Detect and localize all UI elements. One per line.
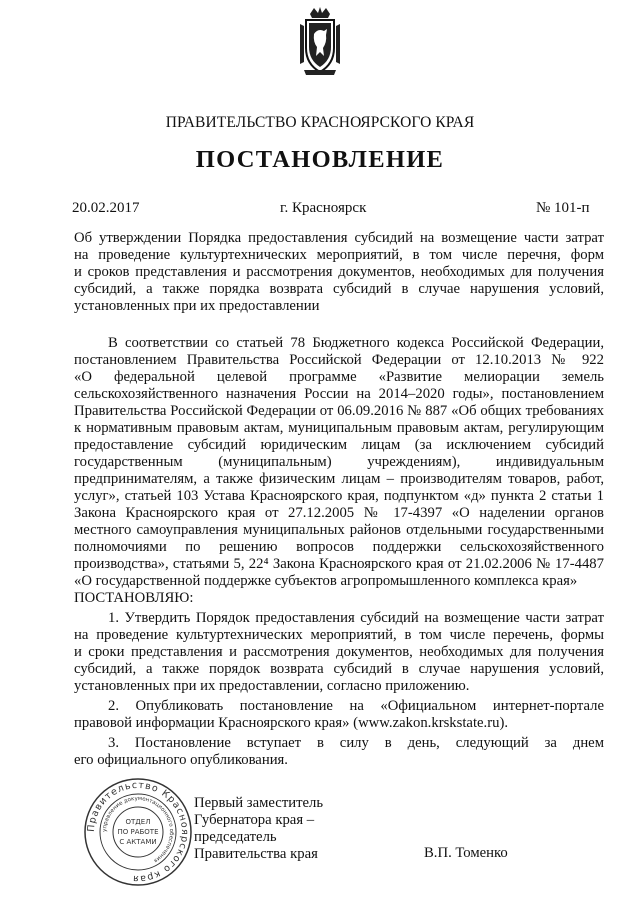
- stamp-outer-text: Правительство Красноярского края: [85, 779, 191, 885]
- body-line: Правительства Российской Федерации от 06.09.2016 № 887 «Об общих требованиях: [74, 403, 604, 419]
- document-date: 20.02.2017: [72, 200, 140, 216]
- body-line: «О государственной поддержке субъектов агропромышленного комплекса края»: [74, 573, 578, 589]
- subject-line: Об утверждении Порядка предоставления субсидий на возмещение части затрат: [74, 230, 604, 246]
- body-line: правовой информации Красноярского края» (www.zakon.krskstate.ru).: [74, 715, 509, 731]
- body-line: предоставление субсидий юридическим лицам (за исключением субсидий: [74, 437, 604, 453]
- body-line: производства», статьями 5, 22⁴ Закона Красноярского края от 21.02.2006 № 17-4487: [74, 556, 604, 572]
- signer-position-line: Правительства края: [194, 846, 318, 862]
- signer-position-line: председатель: [194, 829, 277, 845]
- stamp-center-line: ПО РАБОТЕ: [117, 828, 159, 836]
- body-line: предпринимателям, а также физическим лицам – производителям товаров, работ,: [74, 471, 604, 487]
- body-line: субсидий, а также порядок возврата субсидий в случае нарушения условий,: [74, 661, 604, 677]
- signer-name: В.П. Томенко: [424, 845, 508, 861]
- subject-line: субсидий, а также порядка возврата субсидий в случае нарушения условий,: [74, 281, 604, 297]
- body-line: к нормативным правовым актам, муниципальным правовым актам, регулирующим: [74, 420, 604, 436]
- document-city: г. Красноярск: [280, 200, 367, 216]
- signer-position-line: Губернатора края –: [194, 812, 315, 828]
- body-line: установленных при их предоставлении, согласно приложению.: [74, 678, 470, 694]
- subject-line: и сроков представления и рассмотрения документов, необходимых для получения: [74, 264, 604, 280]
- body-line: сельскохозяйственного назначения России на 2014–2020 годы», постановлением: [74, 386, 604, 402]
- stamp-center-line: ОТДЕЛ: [125, 818, 151, 826]
- body-line: 1. Утвердить Порядок предоставления субсидий на возмещение части затрат: [108, 610, 604, 626]
- body-line: и сроки представления и рассмотрения документов, необходимых для получения: [74, 644, 604, 660]
- document-type-title: ПОСТАНОВЛЕНИЕ: [195, 146, 445, 173]
- body-line: полномочиями по решению вопросов поддержки сельскохозяйственного: [74, 539, 604, 555]
- signer-position-line: Первый заместитель: [194, 795, 324, 811]
- subject-line: установленных при их предоставлении: [74, 298, 320, 314]
- body-line: местного самоуправления муниципальных районов отдельными государственными: [74, 522, 604, 538]
- body-line: услуг», статьей 103 Устава Красноярского края, подпунктом «д» пункта 2 статьи 1: [74, 488, 604, 504]
- document-number: № 101-п: [536, 200, 590, 216]
- subject-line: на проведение культуртехнических мероприятий, в том числе перечня, форм: [74, 247, 604, 263]
- krasnoyarsk-coat-of-arms-emblem: [296, 4, 344, 78]
- body-line: государственным (муниципальным) учреждениям), индивидуальным: [74, 454, 604, 470]
- stamp-inner-text: управление документационного обеспечения: [101, 795, 175, 864]
- body-line: 3. Постановление вступает в силу в день, следующий за днем: [108, 735, 604, 751]
- body-line: 2. Опубликовать постановление на «Официальном интернет-портале: [108, 698, 604, 714]
- resolution-keyword: ПОСТАНОВЛЯЮ:: [74, 590, 194, 606]
- body-line: постановлением Правительства Российской Федерации от 12.10.2013 № 922: [74, 352, 604, 368]
- official-round-stamp: [82, 776, 194, 888]
- government-name-heading: ПРАВИТЕЛЬСТВО КРАСНОЯРСКОГО КРАЯ: [165, 114, 475, 131]
- stamp-center-line: С АКТАМИ: [119, 838, 157, 846]
- body-line: «О федеральной целевой программе «Развитие мелиорации земель: [74, 369, 604, 385]
- body-line: В соответствии со статьей 78 Бюджетного кодекса Российской Федерации,: [108, 335, 604, 351]
- body-line: Закона Красноярского края от 27.12.2005 № 17-4397 «О наделении органов: [74, 505, 604, 521]
- body-line: на проведение культуртехнических мероприятий, в том числе перечень, формы: [74, 627, 604, 643]
- body-line: его официального опубликования.: [74, 752, 288, 768]
